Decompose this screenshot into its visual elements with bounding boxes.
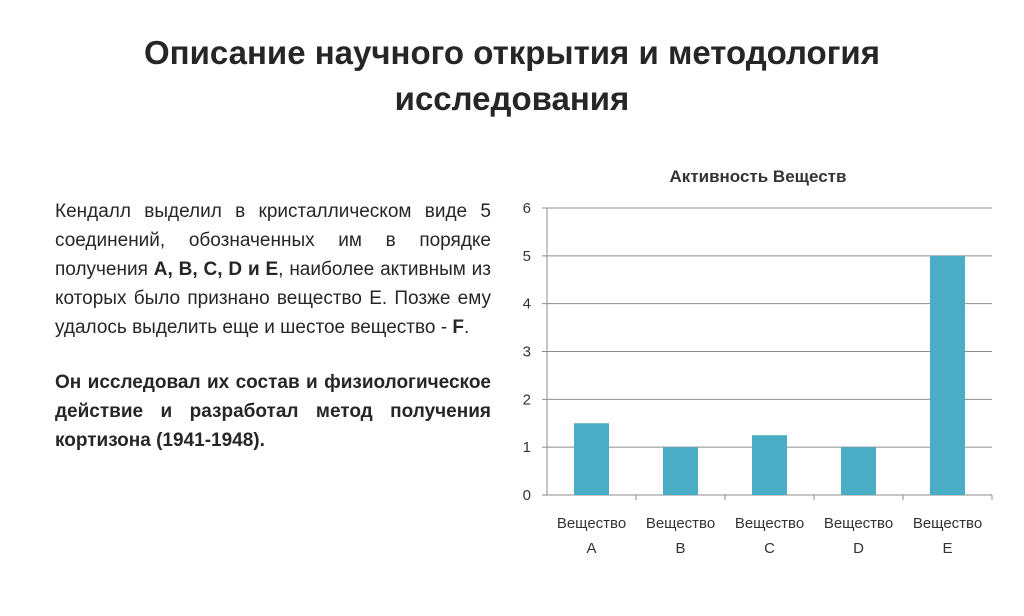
y-tick-label: 4 — [522, 295, 531, 313]
x-tick-label: Вещество — [912, 515, 983, 532]
chart-bars — [574, 256, 965, 495]
bar-b — [663, 447, 698, 495]
y-tick-label: 2 — [522, 391, 531, 409]
p1-text-e: . — [463, 317, 470, 338]
y-tick-label: 3 — [522, 343, 531, 361]
x-axis-labels — [557, 515, 982, 557]
x-tick-label: Вещество — [734, 515, 805, 532]
title-line-1: Описание научного открытия и методология — [144, 34, 880, 71]
y-tick-label: 6 — [522, 200, 531, 217]
y-tick-label: 5 — [522, 247, 531, 265]
y-tick-label: 0 — [522, 487, 531, 504]
activity-bar-chart — [500, 155, 1000, 565]
p1-text-a: Кендалл выделил в кристаллическом виде 5 соединений, обозначенных им в порядке получения — [55, 201, 491, 280]
x-tick-label: Вещество — [645, 515, 716, 532]
chart-title: Активность Веществ — [669, 167, 847, 186]
x-tick-label: D — [853, 540, 864, 557]
bar-c — [752, 435, 787, 495]
p1-text-c: , наиболее активным из которых было признано вещество E. Позже ему удалось выделить еще и шестое вещество - — [55, 259, 492, 338]
x-tick-label: C — [764, 540, 775, 557]
bar-e — [930, 256, 965, 495]
bar-a — [574, 423, 609, 495]
x-tick-label: A — [586, 540, 597, 557]
x-tick-label: B — [675, 540, 686, 557]
description-text — [55, 197, 491, 455]
bar-d — [841, 447, 876, 495]
p1-compound-f: F — [452, 317, 464, 338]
paragraph-1 — [55, 197, 491, 342]
slide-title — [60, 30, 964, 122]
title-line-2: исследования — [394, 80, 630, 117]
x-tick-label: E — [942, 540, 953, 557]
paragraph-2: Он исследовал их состав и физиологическое действие и разработал метод получения кортизона (1941-1948). — [55, 372, 491, 451]
y-tick-label: 1 — [522, 439, 531, 457]
p1-compounds: A, B, C, D и E — [153, 259, 279, 280]
y-axis-ticks — [523, 200, 531, 504]
x-tick-label: Вещество — [823, 515, 894, 532]
x-tick-label: Вещество — [556, 515, 627, 532]
